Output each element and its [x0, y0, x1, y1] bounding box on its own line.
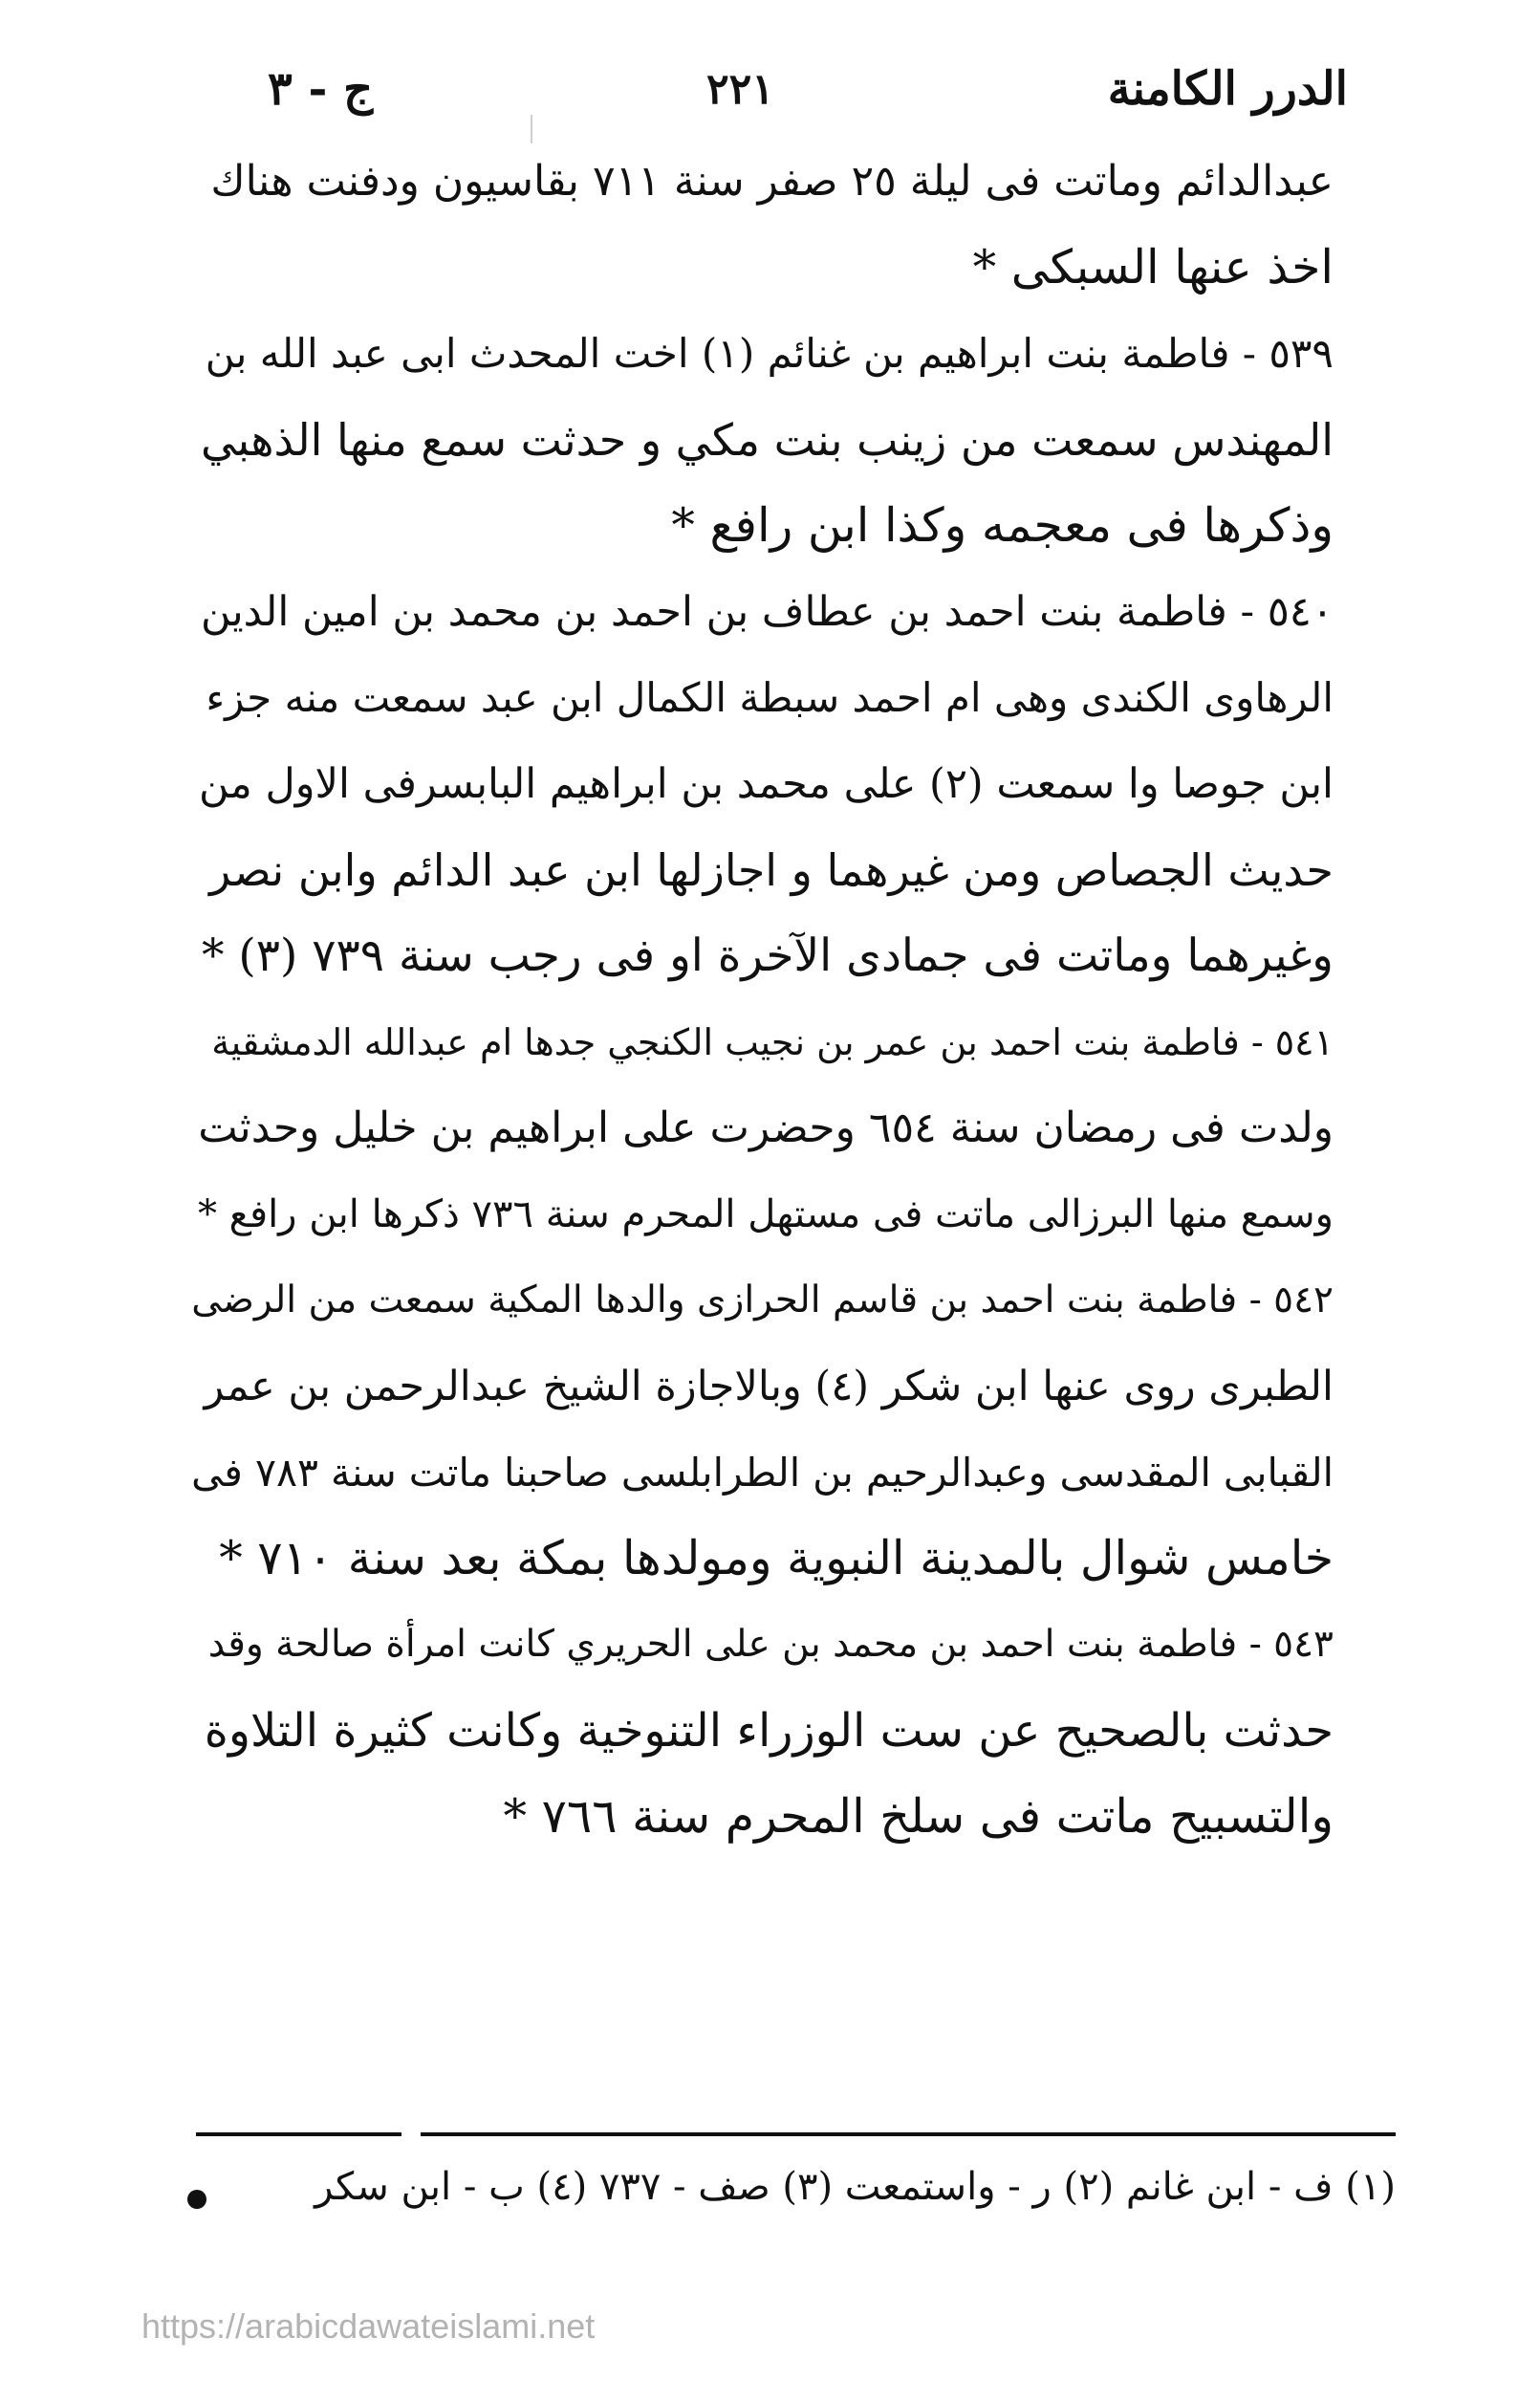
entry-540-line: ٥٤٠ - فاطمة بنت احمد بن عطاف بن احمد بن محمد بن امين الدين [200, 588, 1334, 636]
text-line: وغيرهما وماتت فى جمادى الآخرة او فى رجب سنة ٧٣٩ (٣) * [201, 929, 1334, 982]
text-line: والتسبيح ماتت فى سلخ المحرم سنة ٧٦٦ * [503, 1789, 1334, 1844]
footnote-rule-long [421, 2132, 1396, 2136]
entry-543-line: ٥٤٣ - فاطمة بنت احمد بن محمد بن على الحريري كانت امرأة صالحة وقد [207, 1623, 1334, 1666]
text-line: وذكرها فى معجمه وكذا ابن رافع * [671, 498, 1334, 553]
running-header [268, 55, 1348, 122]
text-line: المهندس سمعت من زينب بنت مكي و حدثت سمع منها الذهبي [201, 414, 1334, 466]
text-line: وسمع منها البرزالى ماتت فى مستهل المحرم سنة ٧٣٦ ذكرها ابن رافع * [197, 1192, 1334, 1236]
footnote-rule-short [196, 2132, 401, 2136]
text-line: خامس شوال بالمدينة النبوية ومولدها بمكة بعد سنة ٧١٠ * [219, 1531, 1334, 1585]
text-line: الطبرى روى عنها ابن شكر (٤) وبالاجازة الشيخ عبدالرحمن بن عمر [204, 1363, 1334, 1410]
entry-541-line: ٥٤١ - فاطمة بنت احمد بن عمر بن نجيب الكنجي جدها ام عبدالله الدمشقية [211, 1021, 1334, 1063]
book-title: الدرر الكامنة [1107, 62, 1348, 116]
text-line: ابن جوصا وا سمعت (٢) على محمد بن ابراهيم البابسرفى الاول من [199, 760, 1334, 808]
entry-539-line: ٥٣٩ - فاطمة بنت ابراهيم بن غنائم (١) اخت المحدث ابى عبد الله بن [205, 330, 1334, 377]
text-line: عبدالدائم وماتت فى ليلة ٢٥ صفر سنة ٧١١ بقاسيون ودفنت هناك [210, 157, 1334, 206]
text-line: حديث الجصاص ومن غيرهما و اجازلها ابن عبد الدائم وابن نصر [209, 844, 1334, 896]
text-line: اخذ عنها السبكى * [972, 240, 1334, 295]
volume-label: ج - ٣ [268, 62, 374, 116]
text-line: القبابى المقدسى وعبدالرحيم بن الطرابلسى صاحبنا ماتت سنة ٧٨٣ فى [191, 1450, 1334, 1496]
watermark-link[interactable]: https://arabicdawateislami.net [141, 2306, 596, 2346]
text-line: الرهاوى الكندى وهى ام احمد سبطة الكمال ابن عبد سمعت منه جزء [206, 674, 1334, 721]
footnote-end-mark [187, 2190, 206, 2209]
footnote: (١) ف - ابن غانم (٢) ر - واستمعت (٣) صف - ٧٣٧ (٤) ب - ابن سكر [315, 2165, 1396, 2209]
page-number: ٢٢١ [705, 64, 774, 114]
text-line: حدثت بالصحيح عن ست الوزراء التنوخية وكانت كثيرة التلاوة [204, 1704, 1334, 1758]
text-line: ولدت فى رمضان سنة ٦٥٤ وحضرت على ابراهيم بن خليل وحدثت [198, 1103, 1334, 1152]
main-text [191, 139, 1334, 1860]
entry-542-line: ٥٤٢ - فاطمة بنت احمد بن قاسم الحرازى والدها المكية سمعت من الرضى [191, 1278, 1334, 1322]
